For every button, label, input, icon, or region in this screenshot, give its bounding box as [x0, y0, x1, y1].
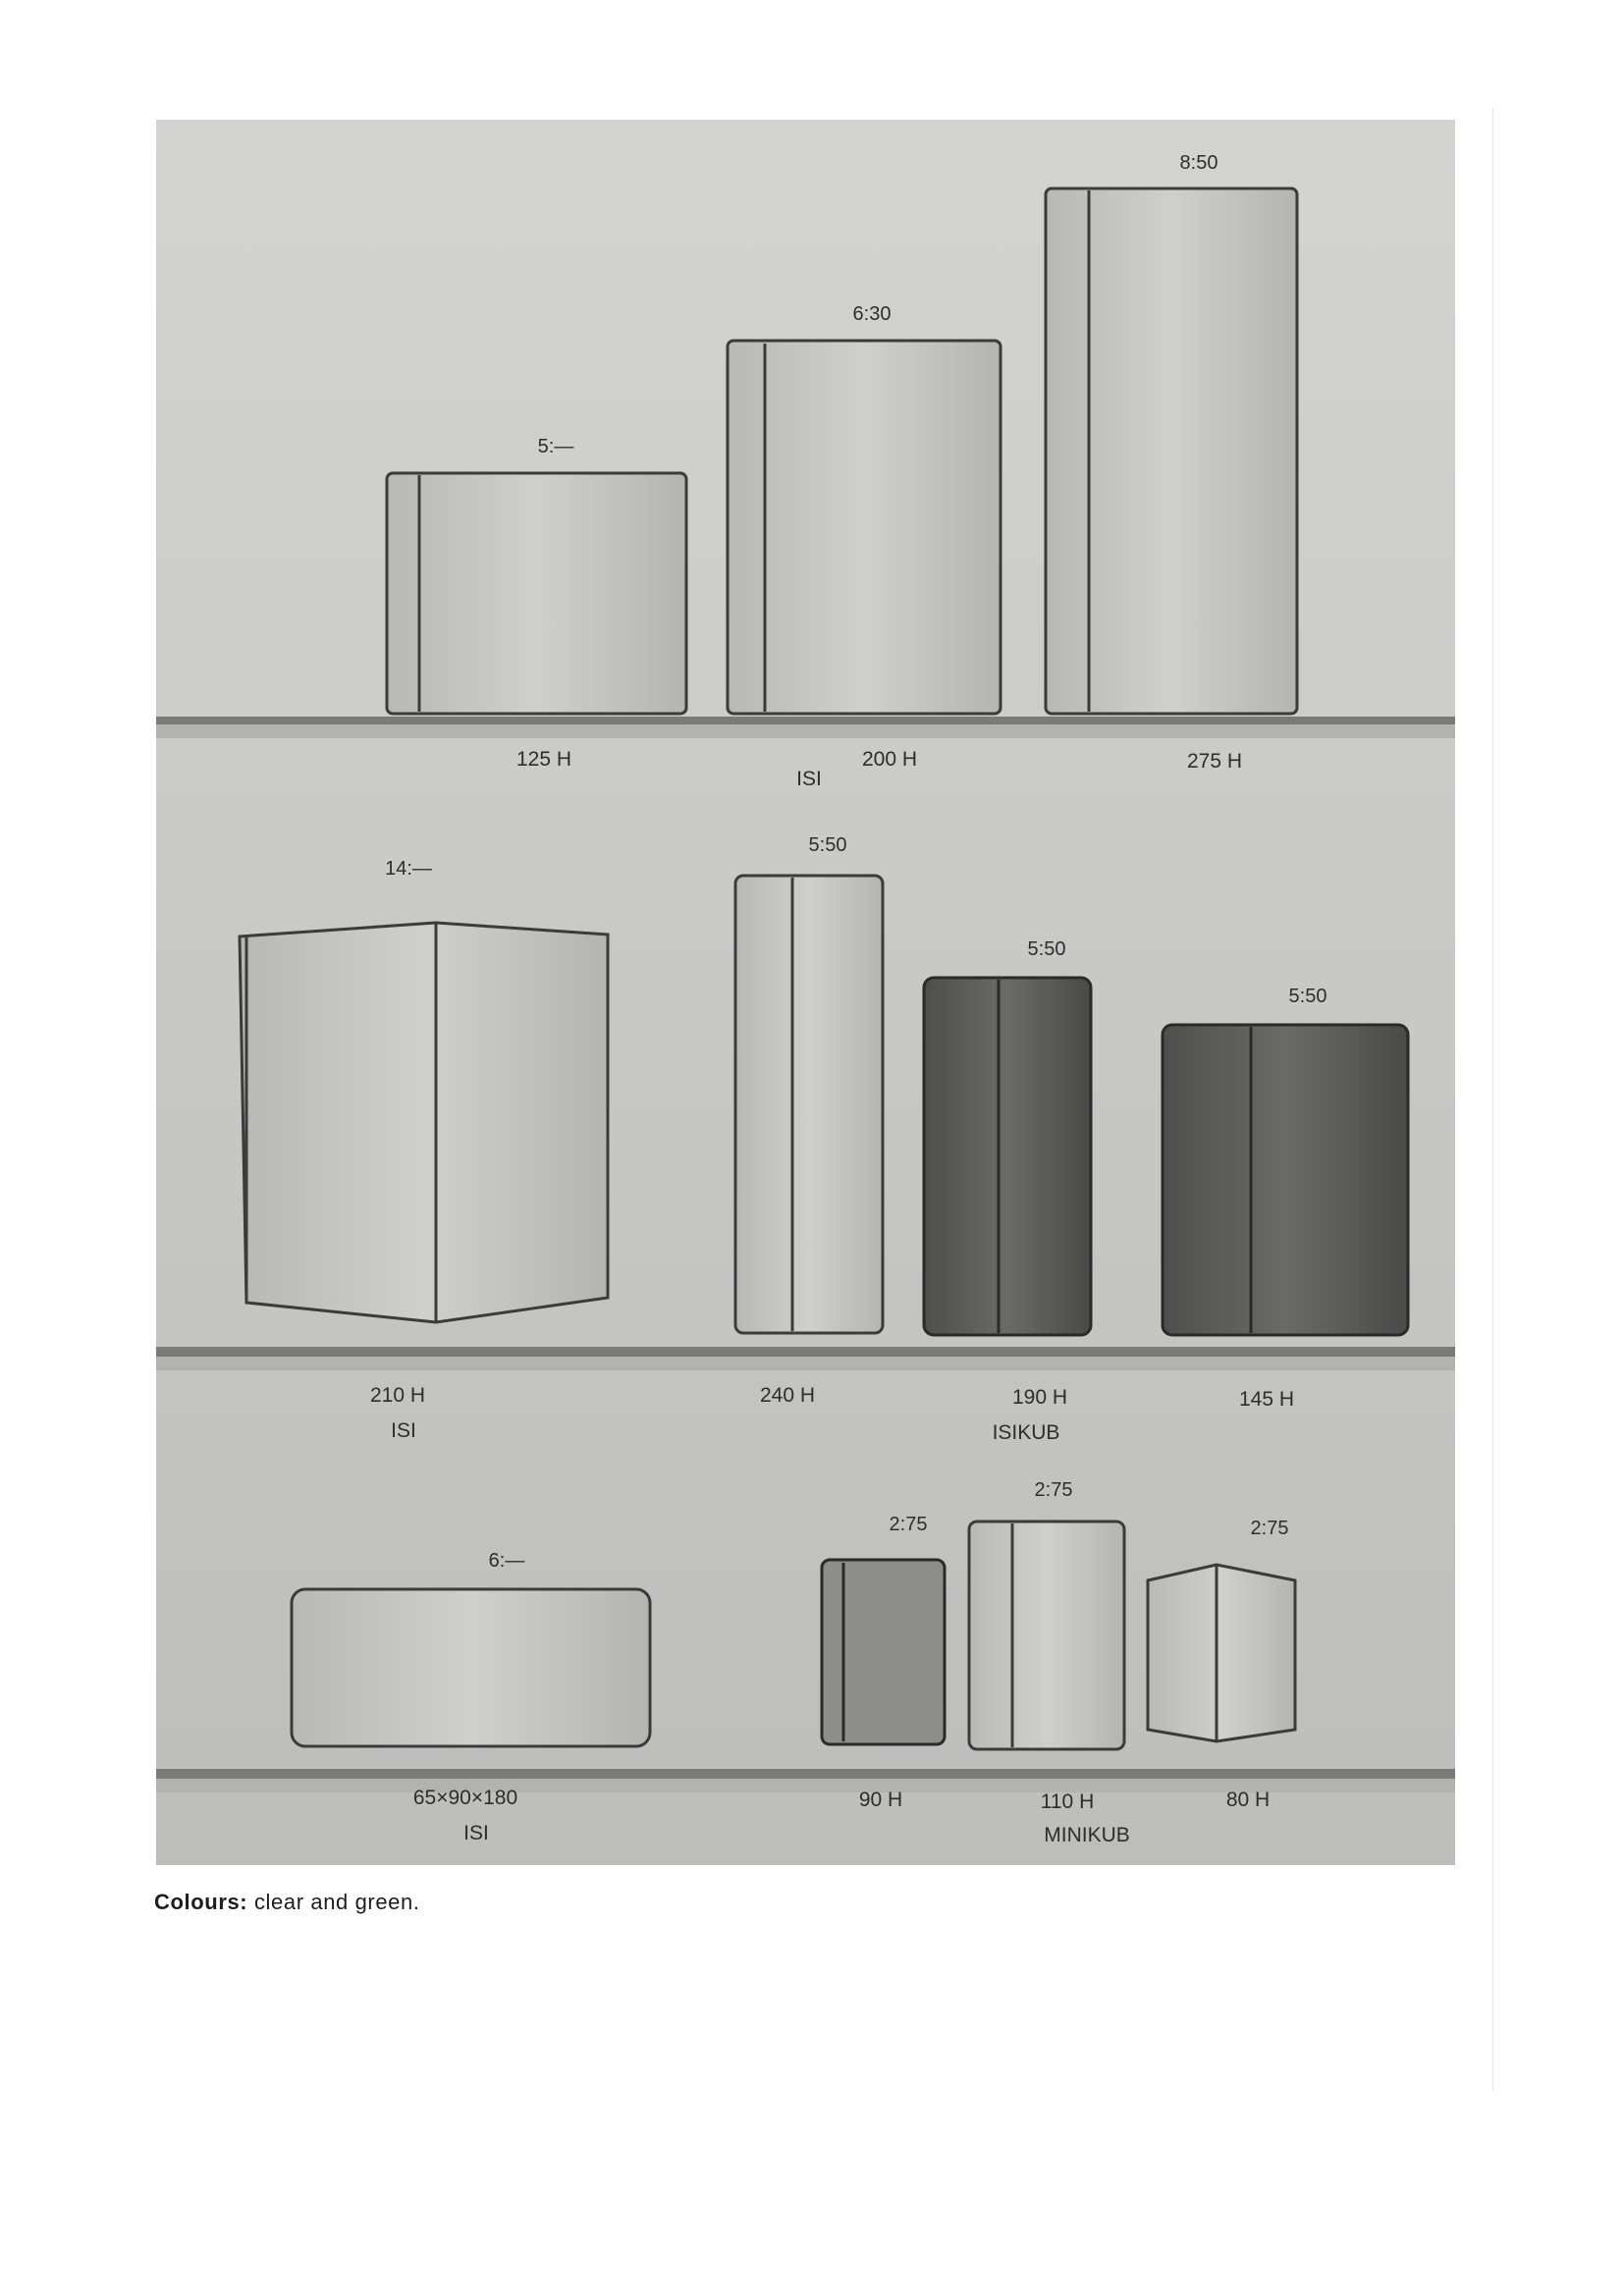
- vase-minikub-110: [969, 1522, 1124, 1749]
- size-isi-65x90x180: 65×90×180: [412, 1787, 518, 1809]
- size-isi-125: 125 H: [515, 748, 572, 771]
- size-isi-200: 200 H: [861, 748, 918, 771]
- price-minikub-80: 2:75: [1250, 1518, 1289, 1539]
- size-minikub-110: 110 H: [1040, 1790, 1095, 1813]
- vase-isi-275: [1046, 188, 1297, 714]
- size-minikub-80: 80 H: [1225, 1789, 1271, 1811]
- colours-caption: [154, 1890, 420, 1915]
- vase-isikub-190: [924, 978, 1091, 1335]
- product-photograph: [156, 120, 1455, 1865]
- price-isi-275: 8:50: [1179, 152, 1218, 174]
- vases-illustration: [156, 120, 1455, 1865]
- series-label-minikub: MINIKUB: [1044, 1824, 1130, 1846]
- price-isikub-145: 5:50: [1288, 986, 1327, 1007]
- vase-isikub-145: [1163, 1025, 1408, 1335]
- vase-isi-210: [240, 923, 608, 1322]
- size-isi-275: 275 H: [1186, 750, 1243, 773]
- size-minikub-90: 90 H: [858, 1789, 903, 1811]
- caption-text: clear and green.: [247, 1890, 420, 1914]
- price-isi-200: 6:30: [852, 303, 892, 325]
- size-isi-210: 210 H: [369, 1384, 426, 1407]
- shelf-1: [156, 717, 1455, 724]
- shelf-2: [156, 1347, 1455, 1357]
- vase-isi-240: [735, 876, 883, 1333]
- vase-isi-125: [387, 473, 686, 714]
- price-isi-125: 5:—: [537, 436, 574, 457]
- series-label-isi-row1: ISI: [796, 768, 822, 790]
- vase-minikub-90: [822, 1560, 945, 1744]
- price-isi-65x90x180: 6:—: [488, 1550, 525, 1572]
- size-isikub-145: 145 H: [1238, 1388, 1295, 1411]
- price-isikub-190: 5:50: [1027, 938, 1066, 960]
- series-label-isi-row3: ISI: [463, 1822, 489, 1844]
- series-label-isikub: ISIKUB: [992, 1421, 1060, 1444]
- price-minikub-110: 2:75: [1034, 1479, 1073, 1501]
- series-label-isi-row2: ISI: [391, 1419, 416, 1442]
- vase-isi-65x90x180: [292, 1589, 650, 1746]
- vase-minikub-80: [1148, 1565, 1295, 1741]
- shelf-3: [156, 1769, 1455, 1779]
- caption-label: Colours:: [154, 1890, 248, 1914]
- page-edge-line: [1492, 108, 1493, 2091]
- price-isi-210: 14:—: [385, 858, 432, 880]
- size-isi-240: 240 H: [759, 1384, 816, 1407]
- size-isikub-190: 190 H: [1011, 1386, 1068, 1409]
- price-isi-240: 5:50: [808, 834, 847, 856]
- price-minikub-90: 2:75: [889, 1514, 928, 1535]
- vase-isi-200: [728, 341, 1001, 714]
